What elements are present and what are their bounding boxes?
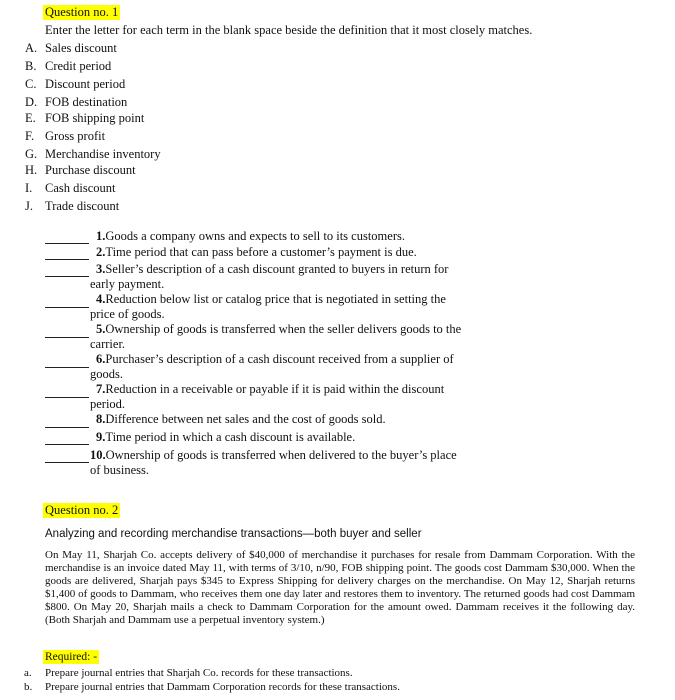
term-text: Merchandise inventory bbox=[45, 147, 161, 161]
requirement-text: Prepare journal entries that Sharjah Co. records for these transactions. bbox=[45, 667, 353, 679]
definition-number: 8. bbox=[96, 412, 106, 426]
term-letter: G. bbox=[25, 147, 38, 161]
definition-number: 6. bbox=[96, 352, 106, 366]
definition-text: Goods a company owns and expects to sell to its customers. bbox=[105, 229, 405, 243]
term-text: Trade discount bbox=[45, 199, 120, 213]
term-letter: H. bbox=[25, 163, 38, 177]
requirement-text: Prepare journal entries that Dammam Corporation records for these transactions. bbox=[45, 681, 400, 693]
requirement-letter: b. bbox=[24, 681, 33, 693]
answer-blank-2[interactable] bbox=[45, 259, 89, 260]
term-letter: F. bbox=[25, 129, 35, 143]
answer-blank-4[interactable] bbox=[45, 307, 89, 308]
term-text: Sales discount bbox=[45, 41, 117, 55]
requirement-letter: a. bbox=[24, 667, 32, 679]
definition-text: Ownership of goods is transferred when delivered to the buyer’s place bbox=[105, 448, 457, 462]
definition-text: Seller’s description of a cash discount granted to buyers in return for bbox=[105, 262, 449, 276]
term-text: Purchase discount bbox=[45, 163, 136, 177]
definition-text: Ownership of goods is transferred when the seller delivers goods to the bbox=[105, 322, 462, 336]
term-text: Discount period bbox=[45, 77, 126, 91]
definition-item bbox=[90, 448, 510, 478]
definition-text: Time period that can pass before a customer’s payment is due. bbox=[105, 245, 417, 259]
answer-blank-8[interactable] bbox=[45, 427, 89, 428]
term-text: FOB destination bbox=[45, 95, 128, 109]
term-letter: D. bbox=[25, 95, 38, 109]
definition-item bbox=[90, 262, 510, 292]
definition-continuation: carrier. bbox=[90, 337, 126, 351]
definition-number: 4. bbox=[96, 292, 106, 306]
definition-continuation: period. bbox=[90, 397, 126, 411]
definition-item bbox=[90, 412, 510, 427]
definition-item bbox=[90, 292, 510, 322]
question-2-paragraph: On May 11, Sharjah Co. accepts delivery of $40,000 of merchandise it purchases for resale from Dammam Corporation. With the merchandise is an invoice dated May 11, with terms of 3/10, n/90, FOB shipping point. The goods cost Dammam $30,000. When the goods are delivered, Sharjah pays $345 to Express Shipping for delivery charges on the merchandise. On May 12, Sharjah returns $1,400 of goods to Dammam, who receives them one day later and restores them to inventory. The returned goods had cost Dammam $800. On May 20, Sharjah mails a check to Dammam Corporation for the amount owed. Dammam receives it the following day. (Both Sharjah and Dammam use a perpetual inventory system.) bbox=[45, 549, 635, 626]
term-text: Gross profit bbox=[45, 129, 106, 143]
definition-number: 10. bbox=[90, 448, 106, 462]
definition-number: 3. bbox=[96, 262, 106, 276]
definition-item bbox=[90, 229, 510, 244]
definition-number: 9. bbox=[96, 430, 106, 444]
question-1-instruction: Enter the letter for each term in the blank space beside the definition that it most closely matches. bbox=[45, 23, 533, 37]
answer-blank-7[interactable] bbox=[45, 397, 89, 398]
term-text: Cash discount bbox=[45, 181, 116, 195]
answer-blank-3[interactable] bbox=[45, 276, 89, 277]
answer-blank-10[interactable] bbox=[45, 462, 89, 463]
definition-number: 7. bbox=[96, 382, 106, 396]
definition-item bbox=[90, 430, 510, 445]
definition-number: 2. bbox=[96, 245, 106, 259]
definition-text: Reduction in a receivable or payable if it is paid within the discount bbox=[105, 382, 445, 396]
definition-continuation: price of goods. bbox=[90, 307, 165, 321]
definition-item bbox=[90, 322, 510, 352]
term-letter: J. bbox=[25, 199, 33, 213]
term-text: FOB shipping point bbox=[45, 111, 145, 125]
required-label: Required: - bbox=[45, 651, 98, 663]
term-letter: A. bbox=[25, 41, 38, 55]
definition-continuation: of business. bbox=[90, 463, 150, 477]
definition-text: Time period in which a cash discount is available. bbox=[105, 430, 356, 444]
term-letter: C. bbox=[25, 77, 37, 91]
answer-blank-5[interactable] bbox=[45, 337, 89, 338]
definition-continuation: goods. bbox=[90, 367, 123, 381]
answer-blank-6[interactable] bbox=[45, 367, 89, 368]
term-letter: E. bbox=[25, 111, 36, 125]
term-letter: I. bbox=[25, 181, 33, 195]
definition-item bbox=[90, 382, 510, 412]
definition-text: Purchaser’s description of a cash discount received from a supplier of bbox=[105, 352, 454, 366]
definition-item bbox=[90, 352, 510, 382]
term-letter: B. bbox=[25, 59, 37, 73]
definition-number: 1. bbox=[96, 229, 106, 243]
question-2-title: Question no. 2 bbox=[45, 503, 119, 517]
definition-item bbox=[90, 245, 510, 260]
question-1-title: Question no. 1 bbox=[45, 5, 119, 19]
definition-number: 5. bbox=[96, 322, 106, 336]
term-text: Credit period bbox=[45, 59, 112, 73]
definition-text: Reduction below list or catalog price that is negotiated in setting the bbox=[105, 292, 446, 306]
definition-text: Difference between net sales and the cost of goods sold. bbox=[105, 412, 386, 426]
answer-blank-9[interactable] bbox=[45, 444, 89, 445]
answer-blank-1[interactable] bbox=[45, 243, 89, 244]
definition-continuation: early payment. bbox=[90, 277, 165, 291]
question-2-subtitle: Analyzing and recording merchandise transactions—both buyer and seller bbox=[45, 528, 422, 540]
